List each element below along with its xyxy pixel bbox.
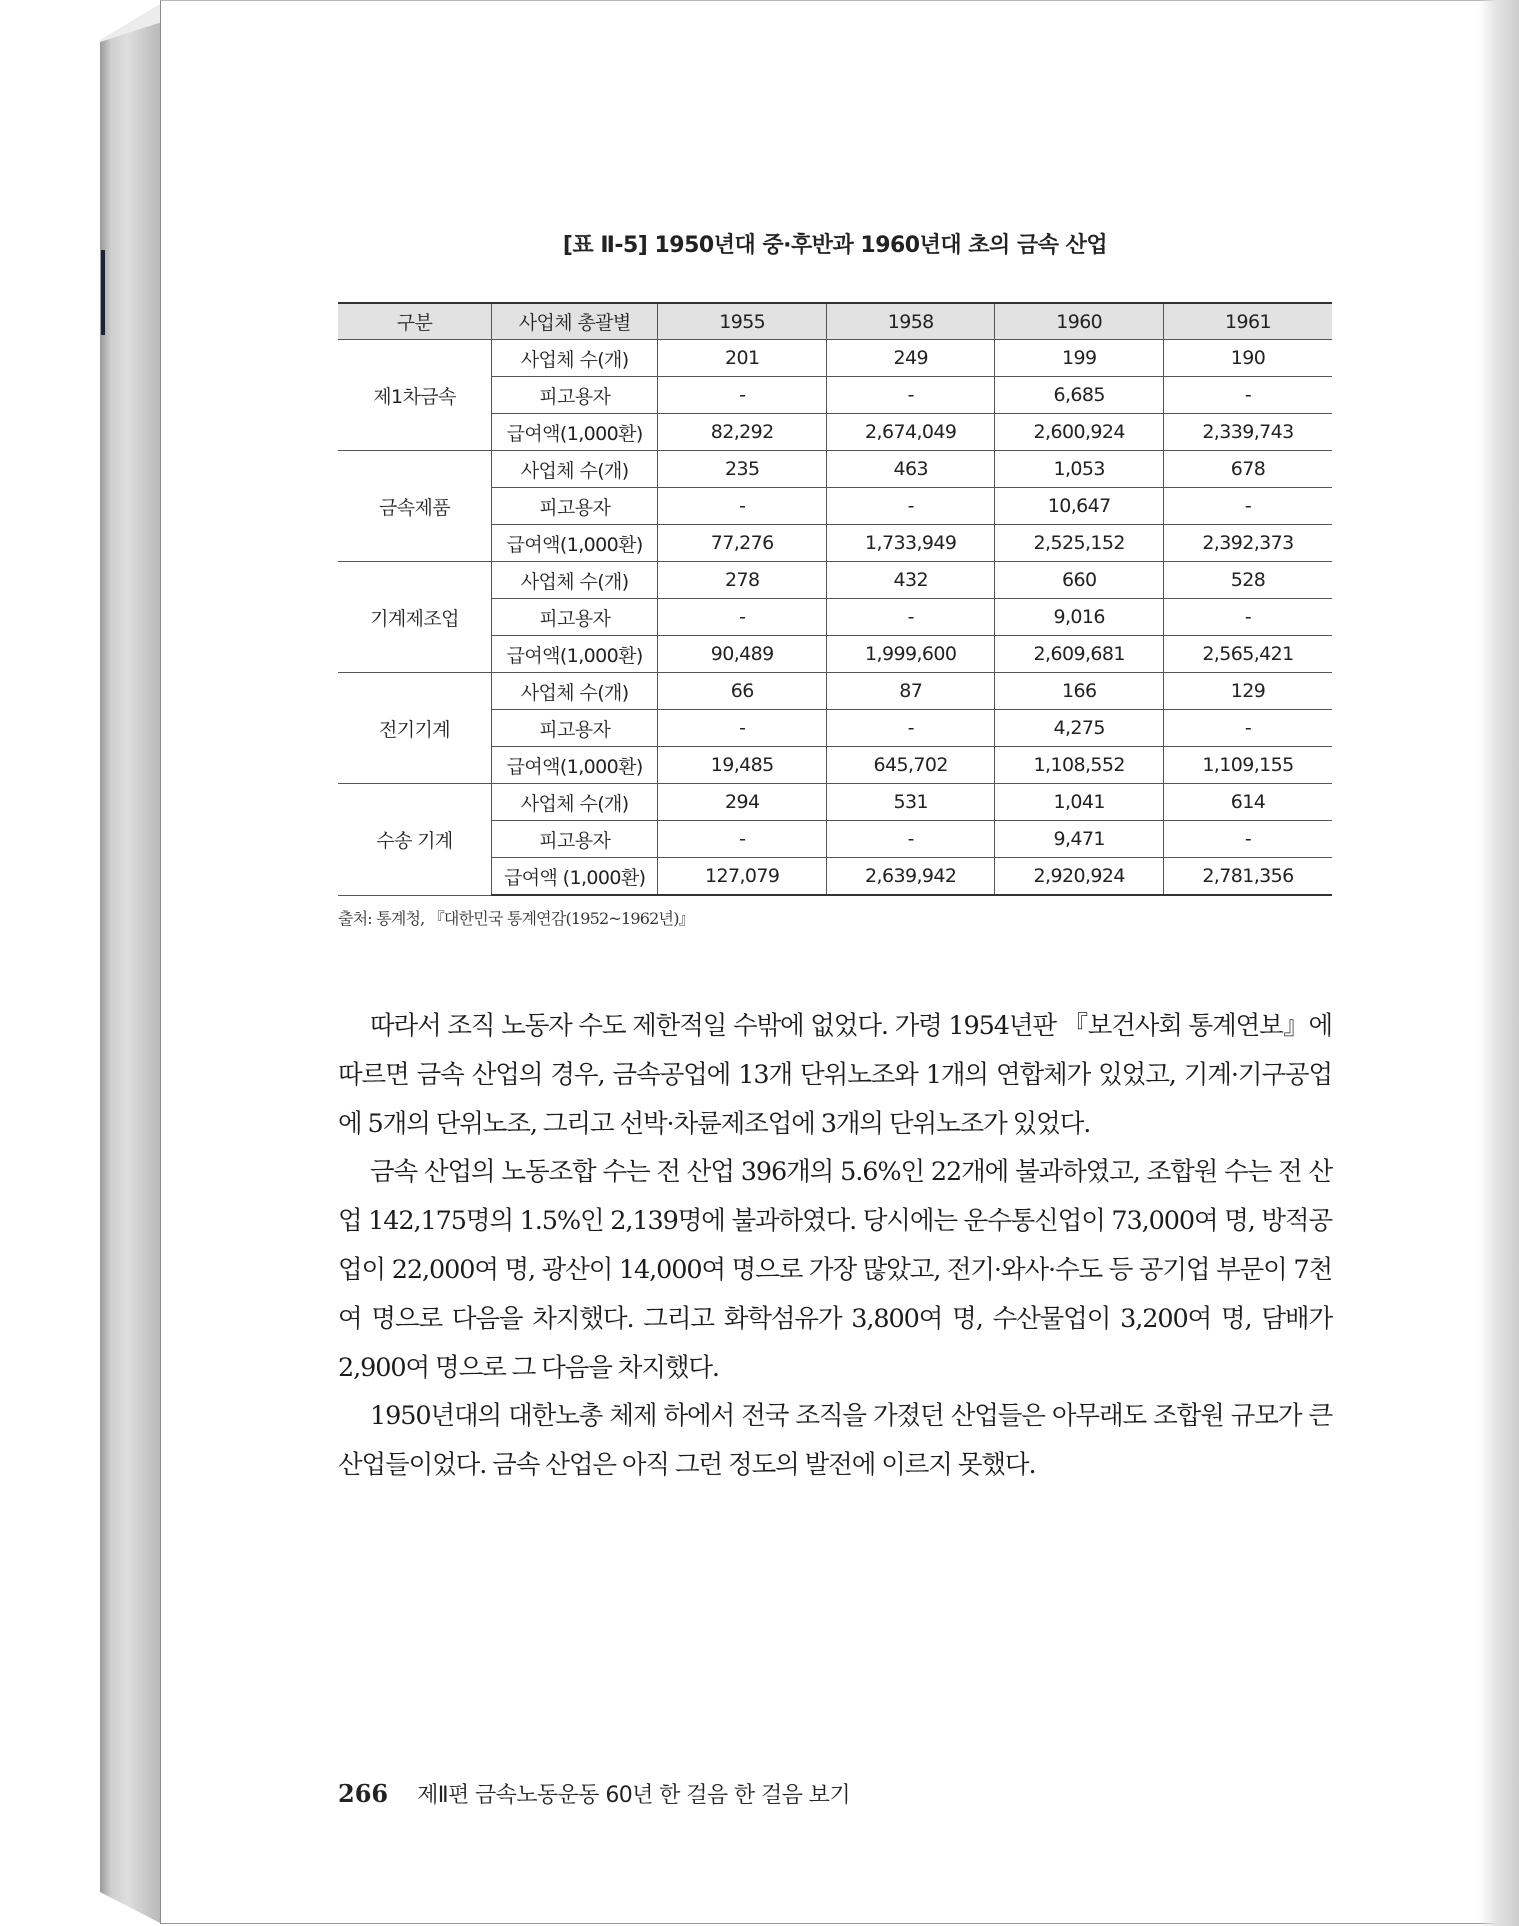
value-cell: 1,053 xyxy=(995,451,1164,488)
value-cell: - xyxy=(1163,710,1332,747)
page-sheet xyxy=(160,0,1498,1924)
category-cell: 급여액(1,000환) xyxy=(491,747,658,784)
group-label: 제1차금속 xyxy=(338,340,491,451)
metal-industry-table xyxy=(338,302,1332,896)
spine-marker xyxy=(101,250,105,335)
category-cell: 사업체 수(개) xyxy=(491,340,658,377)
paragraph: 따라서 조직 노동자 수도 제한적일 수밖에 없었다. 가령 1954년판 『보건사회 통계연보』에 따르면 금속 산업의 경우, 금속공업에 13개 단위노조와 1개의 연합체가 있었고, 기계·기구공업에 5개의 단위노조, 그리고 선박·차륜제조업에 3개의 단위노조가 있었다. xyxy=(338,1011,1332,1139)
value-cell: 6,685 xyxy=(995,377,1164,414)
value-cell: - xyxy=(658,710,827,747)
group-label: 전기기계 xyxy=(338,673,491,784)
value-cell: 77,276 xyxy=(658,525,827,562)
book-spine xyxy=(100,22,162,1924)
category-cell: 피고용자 xyxy=(491,821,658,858)
value-cell: 2,392,373 xyxy=(1163,525,1332,562)
value-cell: 129 xyxy=(1163,673,1332,710)
table-body xyxy=(338,340,1332,896)
table-row xyxy=(338,340,1332,377)
value-cell: 531 xyxy=(826,784,995,821)
value-cell: - xyxy=(826,377,995,414)
value-cell: 678 xyxy=(1163,451,1332,488)
value-cell: 1,733,949 xyxy=(826,525,995,562)
header-cell: 구분 xyxy=(338,303,491,340)
value-cell: 90,489 xyxy=(658,636,827,673)
value-cell: - xyxy=(826,710,995,747)
value-cell: 1,108,552 xyxy=(995,747,1164,784)
value-cell: 19,485 xyxy=(658,747,827,784)
value-cell: 660 xyxy=(995,562,1164,599)
paragraph: 금속 산업의 노동조합 수는 전 산업 396개의 5.6%인 22개에 불과하였고, 조합원 수는 전 산업 142,175명의 1.5%인 2,139명에 불과하였다. 당시에는 운수통신업이 73,000여 명, 방적공업이 22,000여 명, 광산이 14,000여 명으로 가장 많았고, 전기·와사·수도 등 공기업 부문이 7천여 명으로 다음을 차지했다. 그리고 화학섬유가 3,800여 명, 수산물업이 3,200여 명, 담배가 2,900여 명으로 그 다음을 차지했다. xyxy=(338,1157,1332,1383)
value-cell: - xyxy=(826,821,995,858)
value-cell: 235 xyxy=(658,451,827,488)
value-cell: 166 xyxy=(995,673,1164,710)
category-cell: 피고용자 xyxy=(491,599,658,636)
header-cell: 사업체 총괄별 xyxy=(491,303,658,340)
paragraph: 1950년대의 대한노총 체제 하에서 전국 조직을 가졌던 산업들은 아무래도 조합원 규모가 큰 산업들이었다. 금속 산업은 아직 그런 정도의 발전에 이르지 못했다. xyxy=(338,1401,1332,1481)
value-cell: 9,471 xyxy=(995,821,1164,858)
table-row xyxy=(338,451,1332,488)
value-cell: - xyxy=(658,377,827,414)
header-cell: 1955 xyxy=(658,303,827,340)
value-cell: 10,647 xyxy=(995,488,1164,525)
value-cell: 294 xyxy=(658,784,827,821)
value-cell: 4,275 xyxy=(995,710,1164,747)
table-title: [표 Ⅱ-5] 1950년대 중·후반과 1960년대 초의 금속 산업 xyxy=(562,233,1108,258)
value-cell: - xyxy=(658,821,827,858)
value-cell: - xyxy=(1163,821,1332,858)
category-cell: 급여액(1,000환) xyxy=(491,636,658,673)
category-cell: 사업체 수(개) xyxy=(491,784,658,821)
value-cell: - xyxy=(1163,599,1332,636)
category-cell: 피고용자 xyxy=(491,377,658,414)
value-cell: 1,109,155 xyxy=(1163,747,1332,784)
value-cell: 614 xyxy=(1163,784,1332,821)
value-cell: 463 xyxy=(826,451,995,488)
page-edge-shadow xyxy=(1478,0,1519,1926)
value-cell: 528 xyxy=(1163,562,1332,599)
value-cell: 645,702 xyxy=(826,747,995,784)
value-cell: - xyxy=(658,599,827,636)
value-cell: 87 xyxy=(826,673,995,710)
page-number: 266 xyxy=(338,1779,389,1808)
value-cell: 201 xyxy=(658,340,827,377)
group-label: 금속제품 xyxy=(338,451,491,562)
group-label: 수송 기계 xyxy=(338,784,491,896)
value-cell: 2,609,681 xyxy=(995,636,1164,673)
value-cell: 2,600,924 xyxy=(995,414,1164,451)
value-cell: - xyxy=(1163,488,1332,525)
category-cell: 급여액(1,000환) xyxy=(491,525,658,562)
value-cell: 1,041 xyxy=(995,784,1164,821)
category-cell: 피고용자 xyxy=(491,488,658,525)
value-cell: 2,920,924 xyxy=(995,858,1164,896)
category-cell: 사업체 수(개) xyxy=(491,562,658,599)
value-cell: 190 xyxy=(1163,340,1332,377)
value-cell: 278 xyxy=(658,562,827,599)
value-cell: 199 xyxy=(995,340,1164,377)
value-cell: - xyxy=(1163,377,1332,414)
value-cell: 2,565,421 xyxy=(1163,636,1332,673)
header-cell: 1961 xyxy=(1163,303,1332,340)
value-cell: 2,639,942 xyxy=(826,858,995,896)
table-row xyxy=(338,562,1332,599)
running-section-title: 제Ⅱ편 금속노동운동 60년 한 걸음 한 걸음 보기 xyxy=(417,1783,850,1808)
value-cell: 249 xyxy=(826,340,995,377)
category-cell: 급여액 (1,000환) xyxy=(491,858,658,896)
value-cell: - xyxy=(658,488,827,525)
table-header-row xyxy=(338,303,1332,340)
value-cell: 2,674,049 xyxy=(826,414,995,451)
category-cell: 피고용자 xyxy=(491,710,658,747)
table-source-note: 출처: 통계청, 『대한민국 통계연감(1952~1962년)』 xyxy=(338,909,694,928)
value-cell: 432 xyxy=(826,562,995,599)
value-cell: 2,525,152 xyxy=(995,525,1164,562)
value-cell: - xyxy=(826,599,995,636)
value-cell: 1,999,600 xyxy=(826,636,995,673)
category-cell: 급여액(1,000환) xyxy=(491,414,658,451)
group-label: 기계제조업 xyxy=(338,562,491,673)
body-text xyxy=(338,1002,1332,1490)
value-cell: 2,781,356 xyxy=(1163,858,1332,896)
header-cell: 1958 xyxy=(826,303,995,340)
value-cell: - xyxy=(826,488,995,525)
category-cell: 사업체 수(개) xyxy=(491,673,658,710)
value-cell: 9,016 xyxy=(995,599,1164,636)
category-cell: 사업체 수(개) xyxy=(491,451,658,488)
value-cell: 127,079 xyxy=(658,858,827,896)
value-cell: 82,292 xyxy=(658,414,827,451)
table-row xyxy=(338,784,1332,821)
header-cell: 1960 xyxy=(995,303,1164,340)
value-cell: 66 xyxy=(658,673,827,710)
page-footer xyxy=(338,1778,850,1809)
table-row xyxy=(338,673,1332,710)
value-cell: 2,339,743 xyxy=(1163,414,1332,451)
